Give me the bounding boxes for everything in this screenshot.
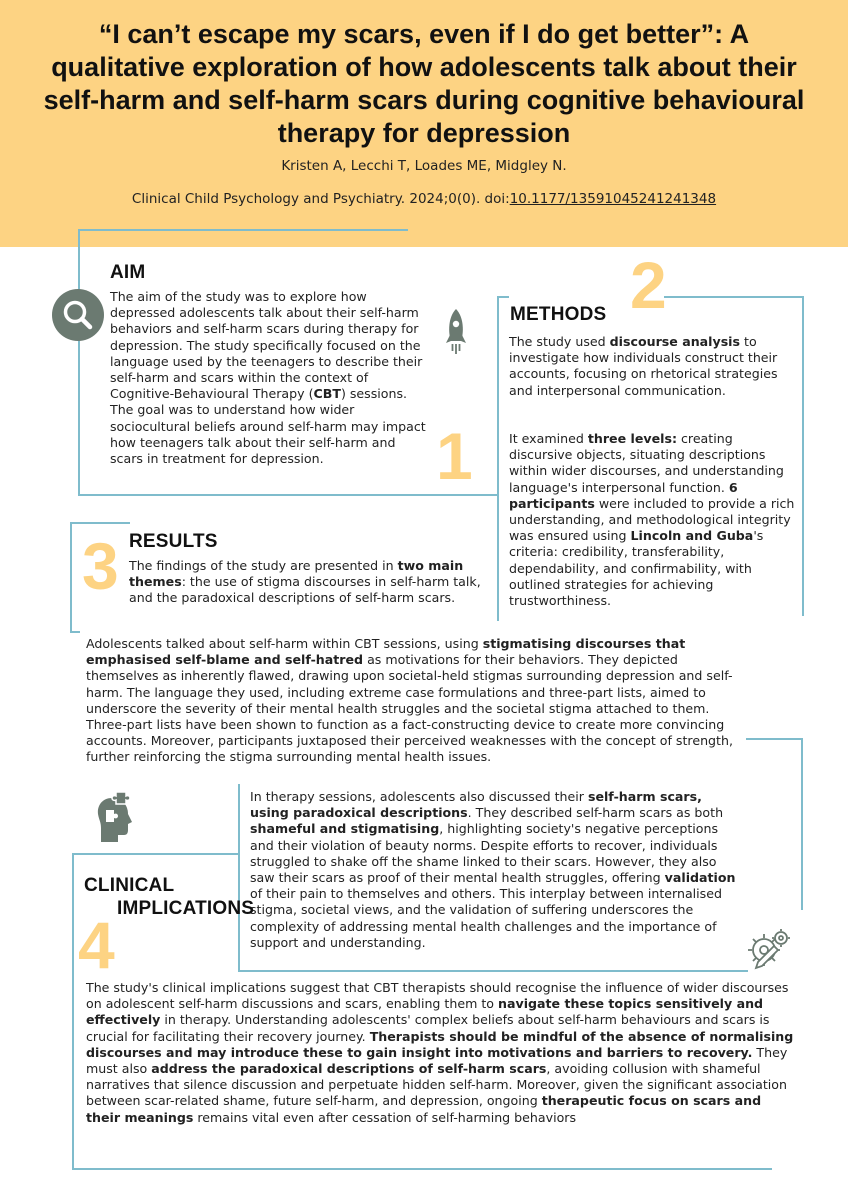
- results-intro: The findings of the study are presented in two main themes: the use of stigma discourses in self-harm talk, and the paradoxical descriptions of self-harm scars.: [129, 558, 481, 606]
- clinical-border-bottom: [72, 1168, 772, 1170]
- results-border-mid-right: [746, 738, 802, 740]
- methods-border-top-left: [497, 296, 509, 298]
- methods-paragraph-2: It examined three levels: creating discursive objects, situating descriptions within wider discourses, and understanding language's interpersonal function. 6 participants were included to provide a rich understanding, and methodological integrity was ensured using Lincoln and Guba's criteria: credibility, transferability, dependability, and confirmability, with outlined strategies for achieving trustworthiness.: [509, 431, 795, 609]
- gears-pencil-icon: [744, 928, 792, 974]
- results-number: 3: [82, 529, 119, 603]
- methods-border-top: [664, 296, 804, 298]
- head-puzzle-icon: [94, 792, 136, 844]
- methods-number: 2: [630, 248, 667, 322]
- aim-heading: AIM: [110, 262, 146, 283]
- results-border-right: [801, 738, 803, 910]
- clinical-heading-line-2: IMPLICATIONS: [117, 898, 255, 919]
- methods-border-left: [497, 296, 499, 621]
- citation-journal: Clinical Child Psychology and Psychiatry. 2024;0(0). doi:: [131, 191, 510, 207]
- paper-title: “I can’t escape my scars, even if I do get better”: A qualitative exploration of how adolescents talk about their self-harm and self-harm scars during cognitive behavioural therapy for depression: [43, 19, 805, 148]
- citation: [0, 191, 848, 207]
- clinical-number: 4: [78, 908, 115, 982]
- clinical-heading-line-1: CLINICAL: [84, 875, 175, 896]
- methods-heading: METHODS: [510, 304, 607, 325]
- doi-link[interactable]: 10.1177/13591045241241348: [509, 191, 717, 207]
- clinical-border-top: [72, 853, 238, 855]
- methods-border-right: [802, 296, 804, 616]
- results-border-bottom-stub: [70, 631, 80, 633]
- results-paragraph-1: Adolescents talked about self-harm within CBT sessions, using stigmatising discourses that emphasised self-blame and self-hatred as motivations for their behaviors. They depicted themselves as inherently flawed, drawing upon societal-held stigmas surrounding depression and self-harm. The language they used, including extreme case formulations and three-part lists, aimed to underscore the severity of their mental health struggles and the societal stigma attached to them. Three-part lists have been shown to function as a fact-constructing device to create more convincing accounts. Moreover, participants juxtaposed their perceived weaknesses with the concept of strength, further reinforcing the stigma surrounding mental health issues.: [86, 636, 733, 765]
- results-border-left: [70, 522, 72, 632]
- aim-border-top: [78, 229, 408, 231]
- results-border-inner-left: [238, 784, 240, 971]
- methods-paragraph-1: The study used discourse analysis to investigate how individuals construct their accounts, focusing on rhetorical strategies and interpersonal communication.: [509, 334, 778, 398]
- aim-border-bottom: [78, 494, 498, 496]
- authors: Kristen A, Lecchi T, Loades ME, Midgley N.: [281, 158, 567, 174]
- aim-border-left: [78, 229, 80, 495]
- clinical-border-left: [72, 853, 74, 1169]
- clinical-text: The study's clinical implications suggest that CBT therapists should recognise the influence of wider discourses on adolescent self-harm discussions and scars, enabling them to navigate these topics sensitively and effectively in therapy. Understanding adolescents' complex beliefs about self-harm behaviours and scars is crucial for facilitating their recovery journey. Therapists should be mindful of the absence of normalising discourses and may introduce these to gain insight into motivations and barriers to recovery. They must also address the paradoxical descriptions of self-harm scars, avoiding collusion with shameful narratives that silence discussion and perpetuate hidden self-harm. Moreover, given the significant association between scar-related shame, future self-harm, and depression, ongoing therapeutic focus on scars and their meanings remains vital even after cessation of self-harming behaviors: [86, 980, 794, 1125]
- results-border-top: [70, 522, 130, 524]
- aim-text: The aim of the study was to explore how depressed adolescents talk about their self-harm behaviors and self-harm scars during therapy for depression. The study specifically focused on the language used by the teenagers to describe their self-harm and scars within the context of Cognitive-Behavioural Therapy (CBT) sessions. The goal was to understand how wider sociocultural beliefs around self-harm may impact how teenagers talk about their self-harm and scars in treatment for depression.: [110, 289, 426, 467]
- rocket-icon: [442, 307, 470, 357]
- results-heading: RESULTS: [129, 531, 218, 552]
- header-banner: [0, 0, 848, 247]
- aim-number: 1: [436, 419, 473, 493]
- results-border-bottom: [238, 970, 748, 972]
- magnifier-icon: [52, 289, 104, 341]
- results-paragraph-2: In therapy sessions, adolescents also discussed their self-harm scars, using paradoxical descriptions. They described self-harm scars as both shameful and stigmatising, highlighting society's negative perceptions and their violation of beauty norms. Despite efforts to recover, individuals struggled to shake off the shame linked to their scars. However, they also saw their scars as proof of their mental health struggles, offering validation of their pain to themselves and others. This interplay between internalised stigma, societal views, and the validation of suffering underscores the complexity of addressing mental health challenges and the importance of support and understanding.: [250, 789, 736, 950]
